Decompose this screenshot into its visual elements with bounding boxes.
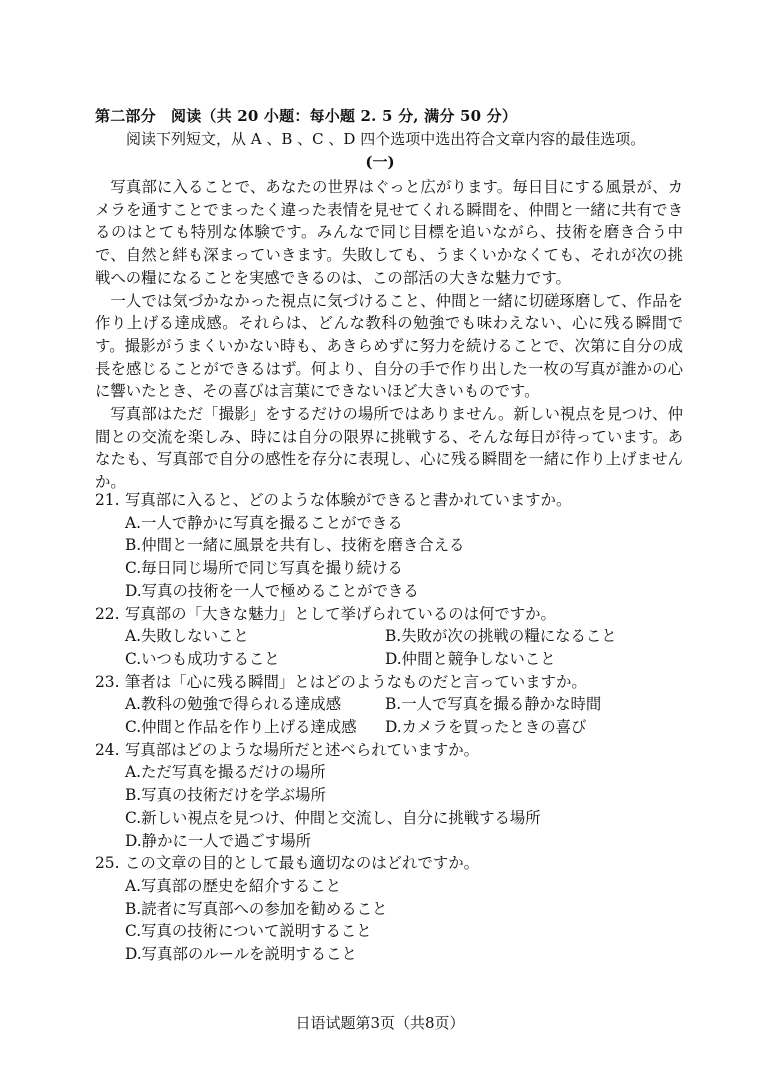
option-a[interactable]: A.一人で静かに写真を撮ることができる [125,513,403,532]
option-b[interactable]: B.一人で写真を撮る静かな時間 [385,695,602,714]
question-stem: 写真部はどのような場所だと述べられていますか。 [125,740,479,759]
question-21 [95,489,695,603]
option-a[interactable]: A.失敗しないこと [125,627,249,646]
instruction: 阅读下列短文，从 A 、B 、C 、D 四个选项中选出符合文章内容的最佳选项。 [126,130,646,148]
option-d[interactable]: D.カメラを買ったときの喜び [385,718,587,737]
passage-number: (一) [365,153,395,171]
section-title: 第二部分 阅读 [95,107,202,125]
section-heading [95,105,517,126]
question-number: 23. [95,672,120,691]
passage-paragraph-2: 一人では気づかなかった視点に気づけること、仲間と一緒に切磋琢磨して、作品を作り上げる達成感。それらは、どんな教科の勉強でも味わえない、心に残る瞬間です。撮影がうまくいかない時も、あきらめずに努力を続けることで、次第に自分の成長を感じることができるはず。何より、自分の手で作り出した一枚の写真が誰かの心に響いたとき、その喜びは言葉にできないほど大きいものです。 [95,291,683,401]
question-stem: 筆者は「心に残る瞬間」とはどのようなものだと言っていますか。 [125,672,587,691]
option-b[interactable]: B.仲間と一緒に風景を共有し、技術を磨き合える [125,536,465,555]
question-22 [95,603,695,671]
option-a[interactable]: A.写真部の歴史を紹介すること [125,876,342,895]
question-25 [95,852,695,966]
question-number: 21. [95,491,120,509]
page-footer: 日语试题第3页（共8页） [295,1014,465,1032]
question-list [95,489,695,966]
reading-passage [95,176,683,494]
passage-paragraph-3: 写真部はただ「撮影」をするだけの場所ではありません。新しい視点を見つけ、仲間との交流を楽しみ、時には自分の限界に挑戦する、そんな毎日が待っています。あなたも、写真部で自分の感性を存分に表現し、心に残る瞬間を一緒に作り上げませんか。 [95,405,683,492]
option-d[interactable]: D.写真部のルールを説明すること [125,945,357,964]
question-23 [95,671,695,739]
option-c[interactable]: C.新しい視点を見つけ、仲間と交流し、自分に挑戦する場所 [125,808,541,827]
option-c[interactable]: C.毎日同じ場所で同じ写真を撮り続ける [125,559,403,578]
option-d[interactable]: D.静かに一人で過ごす場所 [125,831,311,850]
question-stem: この文章の目的として最も適切なのはどれですか。 [125,854,479,873]
option-c[interactable]: C.写真の技術について説明すること [125,922,372,941]
question-number: 25. [95,854,120,873]
option-d[interactable]: D.仲間と競争しないこと [385,649,556,668]
option-c[interactable]: C.仲間と作品を作り上げる達成感 [125,718,357,737]
question-number: 22. [95,604,120,623]
question-24 [95,739,695,853]
question-number: 24. [95,740,120,759]
question-stem: 写真部の「大きな魅力」として挙げられているのは何ですか。 [125,604,556,623]
section-detail: （共 20 小题：每小题 2. 5 分, 满分 50 分） [201,107,518,125]
option-a[interactable]: A.ただ写真を撮るだけの場所 [125,763,326,782]
option-b[interactable]: B.読者に写真部への参加を勧めること [125,899,388,918]
option-a[interactable]: A.教科の勉強で得られる達成感 [125,695,342,714]
question-stem: 写真部に入ると、どのような体験ができると書かれていますか。 [125,491,572,509]
passage-paragraph-1: 写真部に入ることで、あなたの世界はぐっと広がります。毎日目にする風景が、カメラを通すことでまったく違った表情を見せてくれる瞬間を、仲間と一緒に共有できるのはとても特別な体験です。みんなで同じ目標を追いながら、技術を磨き合う中で、自然と絆も深まっていきます。失敗しても、うまくいかなくても、それが次の挑戦への糧になることを実感できるのは、この部活の大きな魅力です。 [95,178,683,287]
option-b[interactable]: B.失敗が次の挑戦の糧になること [385,627,617,646]
option-c[interactable]: C.いつも成功すること [125,649,280,668]
option-b[interactable]: B.写真の技術だけを学ぶ場所 [125,786,326,805]
option-d[interactable]: D.写真の技術を一人で極めることができる [125,581,419,600]
